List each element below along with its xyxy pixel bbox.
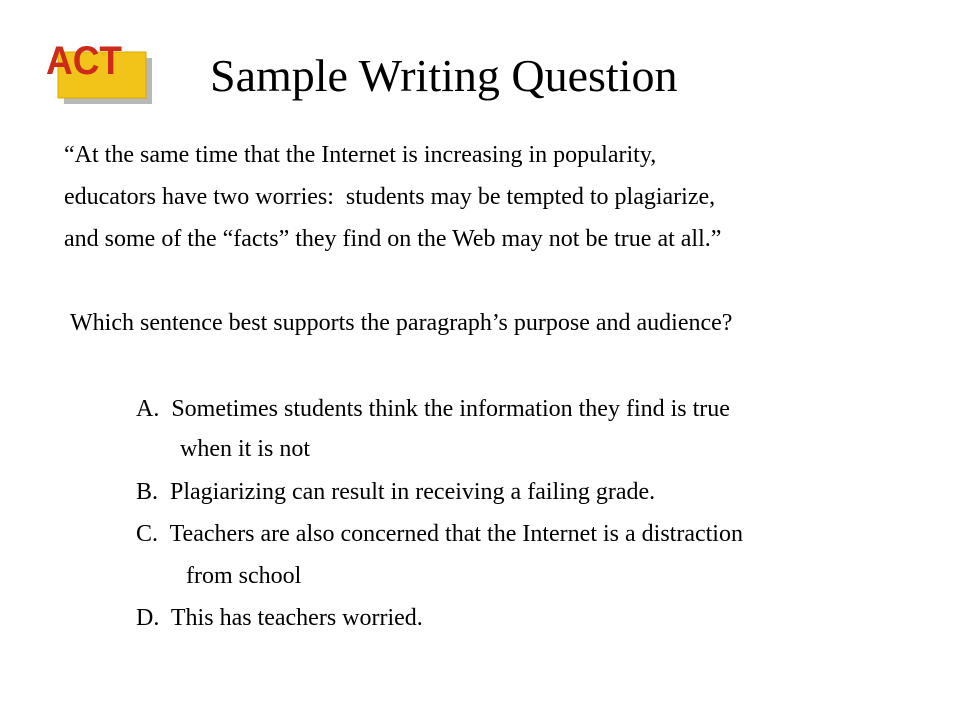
option-b: B. Plagiarizing can result in receiving a failing grade.: [136, 479, 656, 505]
passage-line-2: educators have two worries: students may be tempted to plagiarize,: [64, 184, 716, 210]
option-c-continued: from school: [186, 563, 302, 589]
option-c: C. Teachers are also concerned that the Internet is a distraction: [136, 521, 743, 547]
page-title: Sample Writing Question: [210, 50, 678, 101]
act-logo-text: ACT: [46, 39, 122, 83]
option-a-continued: when it is not: [180, 436, 310, 462]
passage-line-3: and some of the “facts” they find on the Web may not be true at all.”: [64, 226, 722, 252]
option-d: D. This has teachers worried.: [136, 605, 423, 631]
act-logo: [42, 34, 154, 106]
question-text: Which sentence best supports the paragraph’s purpose and audience?: [70, 310, 733, 336]
option-a: A. Sometimes students think the information they find is true: [136, 396, 730, 422]
passage-line-1: “At the same time that the Internet is increasing in popularity,: [64, 142, 657, 168]
